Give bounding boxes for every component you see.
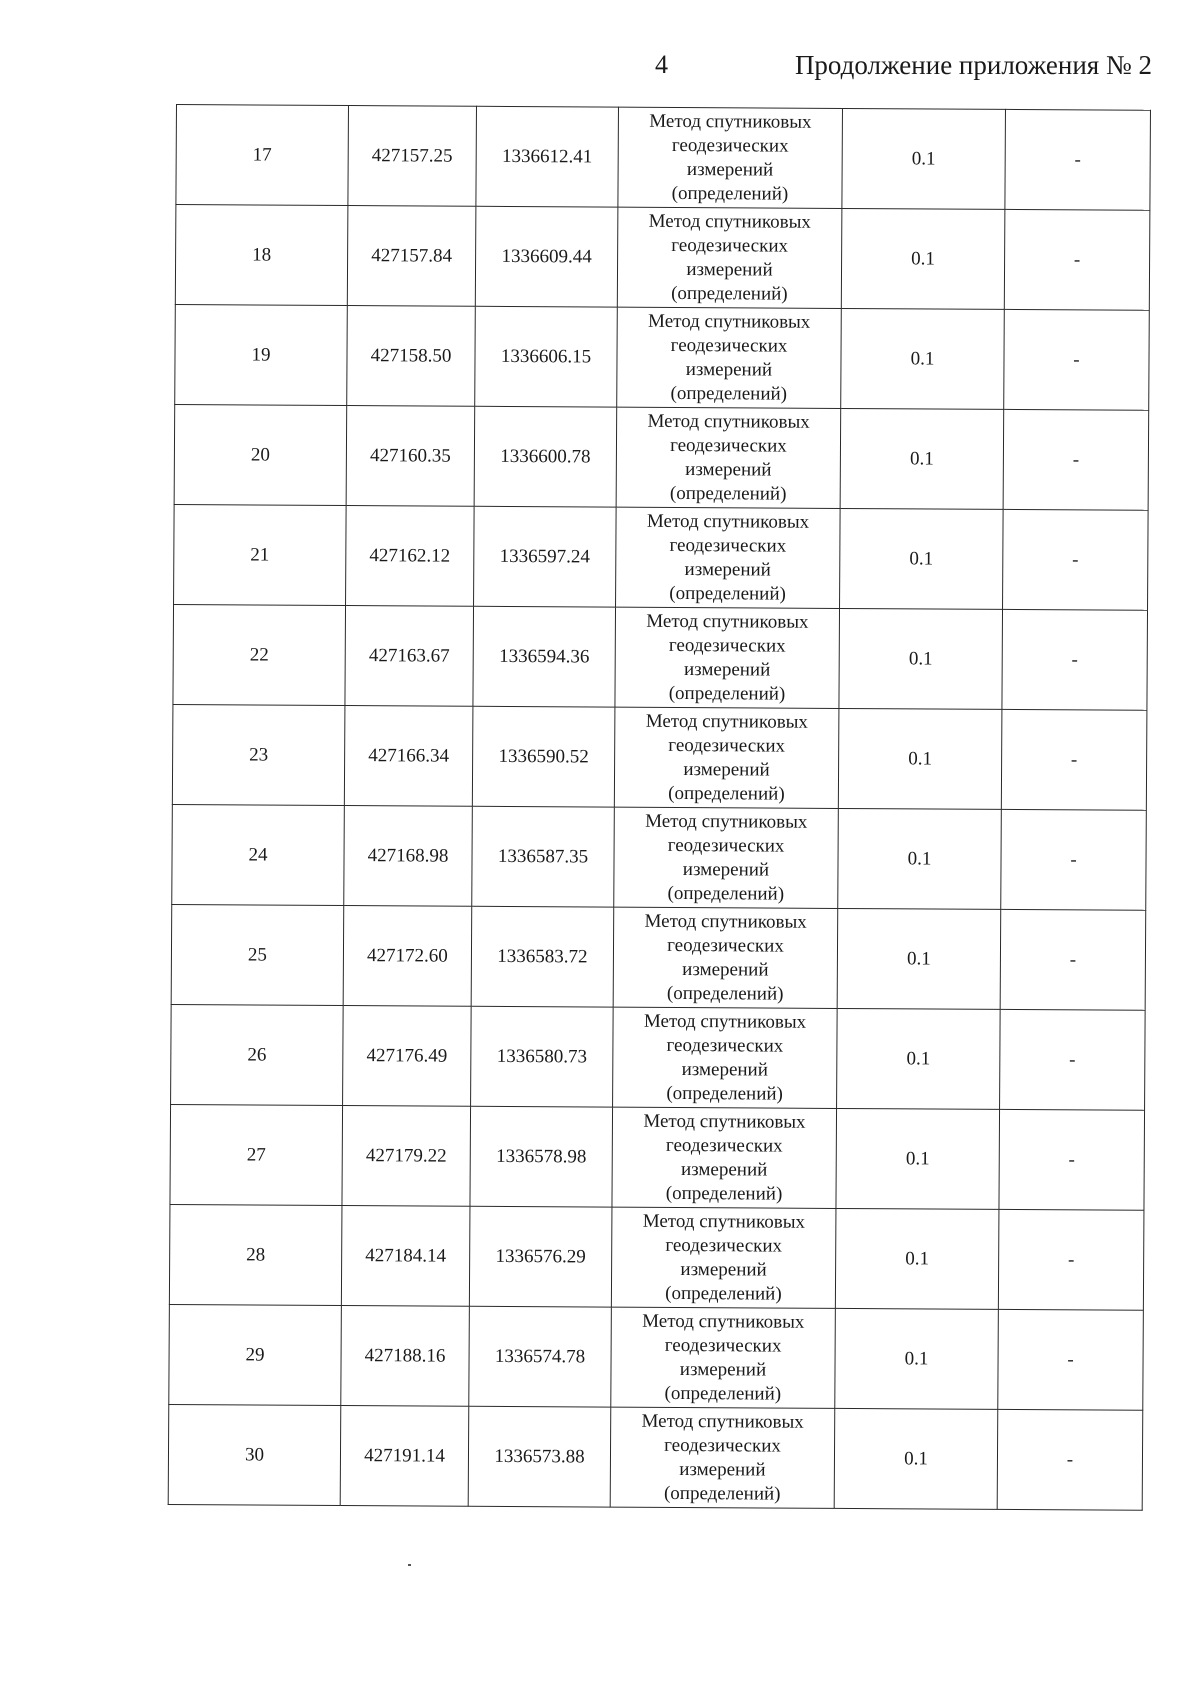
x-coordinate-cell: 427188.16 bbox=[341, 1306, 470, 1407]
method-line: (определений) bbox=[665, 1282, 782, 1305]
point-number-cell: 26 bbox=[171, 1004, 344, 1105]
method-cell bbox=[612, 1107, 837, 1208]
accuracy-cell: 0.1 bbox=[834, 1408, 998, 1509]
page-number: 4 bbox=[655, 50, 668, 79]
table-row bbox=[170, 1104, 1145, 1210]
point-number-cell: 30 bbox=[168, 1404, 341, 1505]
coordinates-table bbox=[168, 104, 1151, 1511]
method-line: (определений) bbox=[669, 582, 786, 605]
table-row bbox=[176, 105, 1151, 211]
note-cell: - bbox=[1003, 509, 1149, 610]
method-line: геодезических bbox=[670, 434, 787, 457]
method-line: геодезических bbox=[664, 1334, 782, 1357]
point-number-cell: 21 bbox=[174, 504, 347, 605]
note-cell: - bbox=[997, 1409, 1143, 1510]
method-line: геодезических bbox=[664, 1434, 781, 1457]
x-coordinate-cell: 427160.35 bbox=[346, 406, 475, 507]
point-number-cell: 25 bbox=[171, 904, 344, 1005]
method-line: (определений) bbox=[668, 782, 785, 805]
y-coordinate-cell: 1336578.98 bbox=[470, 1106, 613, 1207]
method-line: геодезических bbox=[665, 1134, 783, 1157]
appendix-continuation-title: Продолжение приложения № 2 bbox=[794, 50, 1152, 80]
table-row bbox=[172, 804, 1147, 910]
method-line: геодезических bbox=[666, 1034, 784, 1057]
method-line: Метод спутниковых bbox=[649, 110, 812, 133]
method-line: (определений) bbox=[667, 882, 785, 905]
method-line: геодезических bbox=[668, 634, 786, 657]
point-number-cell: 17 bbox=[176, 105, 349, 206]
method-line: геодезических bbox=[665, 1234, 783, 1257]
table-row bbox=[174, 404, 1149, 510]
method-line: геодезических bbox=[671, 234, 789, 257]
method-line: геодезических bbox=[667, 834, 785, 857]
method-line: Метод спутниковых bbox=[642, 1210, 806, 1233]
method-cell bbox=[613, 1007, 838, 1108]
table-row bbox=[175, 304, 1150, 410]
note-cell: - bbox=[998, 1309, 1144, 1410]
method-line: Метод спутниковых bbox=[643, 1110, 806, 1133]
method-line: Метод спутниковых bbox=[648, 210, 811, 233]
table-row bbox=[172, 704, 1147, 810]
x-coordinate-cell: 427176.49 bbox=[343, 1006, 472, 1107]
accuracy-cell: 0.1 bbox=[836, 1108, 1000, 1209]
method-line: измерений bbox=[682, 958, 769, 981]
method-cell bbox=[613, 907, 838, 1008]
y-coordinate-cell: 1336609.44 bbox=[475, 206, 618, 307]
method-line: (определений) bbox=[671, 182, 789, 205]
note-cell: - bbox=[1001, 709, 1147, 810]
note-cell: - bbox=[1002, 609, 1148, 710]
accuracy-cell: 0.1 bbox=[838, 808, 1002, 909]
accuracy-cell: 0.1 bbox=[840, 508, 1004, 609]
table-row bbox=[171, 904, 1146, 1010]
x-coordinate-cell: 427191.14 bbox=[340, 1406, 469, 1507]
method-line: измерений bbox=[679, 1358, 767, 1381]
method-line: Метод спутниковых bbox=[648, 310, 811, 333]
method-line: Метод спутниковых bbox=[641, 1410, 804, 1433]
method-line: измерений bbox=[686, 258, 773, 281]
x-coordinate-cell: 427163.67 bbox=[345, 606, 474, 707]
accuracy-cell: 0.1 bbox=[838, 708, 1002, 809]
point-number-cell: 18 bbox=[175, 205, 348, 306]
note-cell: - bbox=[998, 1209, 1144, 1310]
point-number-cell: 22 bbox=[173, 604, 346, 705]
method-cell bbox=[611, 1207, 836, 1308]
method-line: Метод спутниковых bbox=[642, 1310, 805, 1333]
accuracy-cell: 0.1 bbox=[835, 1208, 999, 1309]
method-line: (определений) bbox=[664, 1382, 782, 1405]
point-number-cell: 19 bbox=[175, 304, 348, 405]
note-cell: - bbox=[1004, 209, 1150, 310]
method-cell bbox=[617, 307, 842, 408]
table-row bbox=[175, 205, 1150, 311]
note-cell: - bbox=[1000, 1009, 1146, 1110]
method-line: измерений bbox=[686, 158, 774, 181]
y-coordinate-cell: 1336590.52 bbox=[472, 706, 615, 807]
method-line: геодезических bbox=[671, 134, 789, 157]
accuracy-cell: 0.1 bbox=[841, 308, 1005, 409]
method-line: геодезических bbox=[669, 534, 787, 557]
accuracy-cell: 0.1 bbox=[841, 208, 1005, 309]
y-coordinate-cell: 1336574.78 bbox=[469, 1306, 612, 1407]
x-coordinate-cell: 427157.84 bbox=[347, 206, 476, 307]
method-cell bbox=[616, 407, 841, 508]
method-line: (определений) bbox=[666, 1082, 783, 1105]
y-coordinate-cell: 1336612.41 bbox=[476, 106, 619, 207]
method-cell bbox=[616, 507, 841, 608]
table-row bbox=[171, 1004, 1146, 1110]
method-line: измерений bbox=[684, 558, 771, 581]
method-line: измерений bbox=[683, 658, 771, 681]
method-line: (определений) bbox=[668, 682, 786, 705]
method-line: Метод спутниковых bbox=[645, 810, 808, 833]
note-cell: - bbox=[999, 1109, 1145, 1210]
method-line: измерений bbox=[682, 858, 770, 881]
method-cell bbox=[614, 707, 839, 808]
accuracy-cell: 0.1 bbox=[842, 108, 1006, 209]
point-number-cell: 28 bbox=[169, 1204, 342, 1305]
method-line: измерений bbox=[681, 1058, 768, 1081]
method-line: геодезических bbox=[667, 934, 784, 957]
x-coordinate-cell: 427184.14 bbox=[341, 1206, 470, 1307]
method-line: (определений) bbox=[665, 1182, 783, 1205]
method-line: Метод спутниковых bbox=[646, 610, 809, 633]
x-coordinate-cell: 427158.50 bbox=[347, 306, 476, 407]
method-cell bbox=[614, 807, 839, 908]
method-line: геодезических bbox=[670, 334, 788, 357]
method-cell bbox=[618, 107, 843, 208]
method-line: Метод спутниковых bbox=[646, 510, 810, 533]
x-coordinate-cell: 427162.12 bbox=[346, 506, 475, 607]
method-cell bbox=[615, 607, 840, 708]
method-cell bbox=[617, 207, 842, 308]
method-line: (определений) bbox=[670, 382, 788, 405]
method-line: Метод спутниковых bbox=[644, 910, 807, 933]
method-line: измерений bbox=[680, 1258, 767, 1281]
note-cell: - bbox=[1001, 809, 1147, 910]
table-row bbox=[169, 1204, 1144, 1310]
point-number-cell: 27 bbox=[170, 1104, 343, 1205]
table-row bbox=[168, 1404, 1143, 1510]
method-line: измерений bbox=[679, 1458, 766, 1481]
y-coordinate-cell: 1336583.72 bbox=[471, 906, 614, 1007]
accuracy-cell: 0.1 bbox=[835, 1308, 999, 1409]
method-line: (определений) bbox=[669, 482, 787, 505]
point-number-cell: 29 bbox=[169, 1304, 342, 1405]
note-cell: - bbox=[1005, 109, 1151, 210]
method-line: геодезических bbox=[668, 734, 786, 757]
point-number-cell: 20 bbox=[174, 404, 347, 505]
y-coordinate-cell: 1336576.29 bbox=[469, 1206, 612, 1307]
note-cell: - bbox=[1004, 309, 1150, 410]
accuracy-cell: 0.1 bbox=[837, 1008, 1001, 1109]
y-coordinate-cell: 1336606.15 bbox=[475, 306, 618, 407]
x-coordinate-cell: 427168.98 bbox=[344, 806, 473, 907]
method-line: Метод спутниковых bbox=[643, 1010, 807, 1033]
method-line: Метод спутниковых bbox=[645, 710, 809, 733]
accuracy-cell: 0.1 bbox=[840, 408, 1004, 509]
table-row bbox=[169, 1304, 1144, 1410]
point-number-cell: 23 bbox=[172, 704, 345, 805]
method-line: измерений bbox=[685, 458, 772, 481]
accuracy-cell: 0.1 bbox=[837, 908, 1001, 1009]
method-line: (определений) bbox=[671, 282, 788, 305]
method-line: измерений bbox=[683, 758, 770, 781]
point-number-cell: 24 bbox=[172, 804, 345, 905]
y-coordinate-cell: 1336573.88 bbox=[468, 1406, 611, 1507]
method-line: измерений bbox=[680, 1158, 768, 1181]
accuracy-cell: 0.1 bbox=[839, 608, 1003, 709]
method-cell bbox=[610, 1407, 835, 1508]
method-cell bbox=[611, 1307, 836, 1408]
note-cell: - bbox=[1000, 909, 1146, 1010]
method-line: Метод спутниковых bbox=[647, 410, 810, 433]
x-coordinate-cell: 427172.60 bbox=[343, 906, 472, 1007]
method-line: измерений bbox=[685, 358, 773, 381]
x-coordinate-cell: 427166.34 bbox=[344, 706, 473, 807]
y-coordinate-cell: 1336594.36 bbox=[473, 606, 616, 707]
method-line: (определений) bbox=[663, 1482, 781, 1505]
table-row bbox=[173, 604, 1148, 710]
method-line: (определений) bbox=[666, 982, 784, 1005]
x-coordinate-cell: 427157.25 bbox=[348, 106, 477, 207]
coordinates-table-body bbox=[168, 105, 1150, 1511]
table-row bbox=[174, 504, 1149, 610]
y-coordinate-cell: 1336597.24 bbox=[474, 506, 617, 607]
y-coordinate-cell: 1336600.78 bbox=[474, 406, 617, 507]
note-cell: - bbox=[1003, 409, 1149, 510]
y-coordinate-cell: 1336587.35 bbox=[472, 806, 615, 907]
y-coordinate-cell: 1336580.73 bbox=[471, 1006, 614, 1107]
x-coordinate-cell: 427179.22 bbox=[342, 1106, 471, 1207]
scan-speck bbox=[408, 1564, 411, 1566]
